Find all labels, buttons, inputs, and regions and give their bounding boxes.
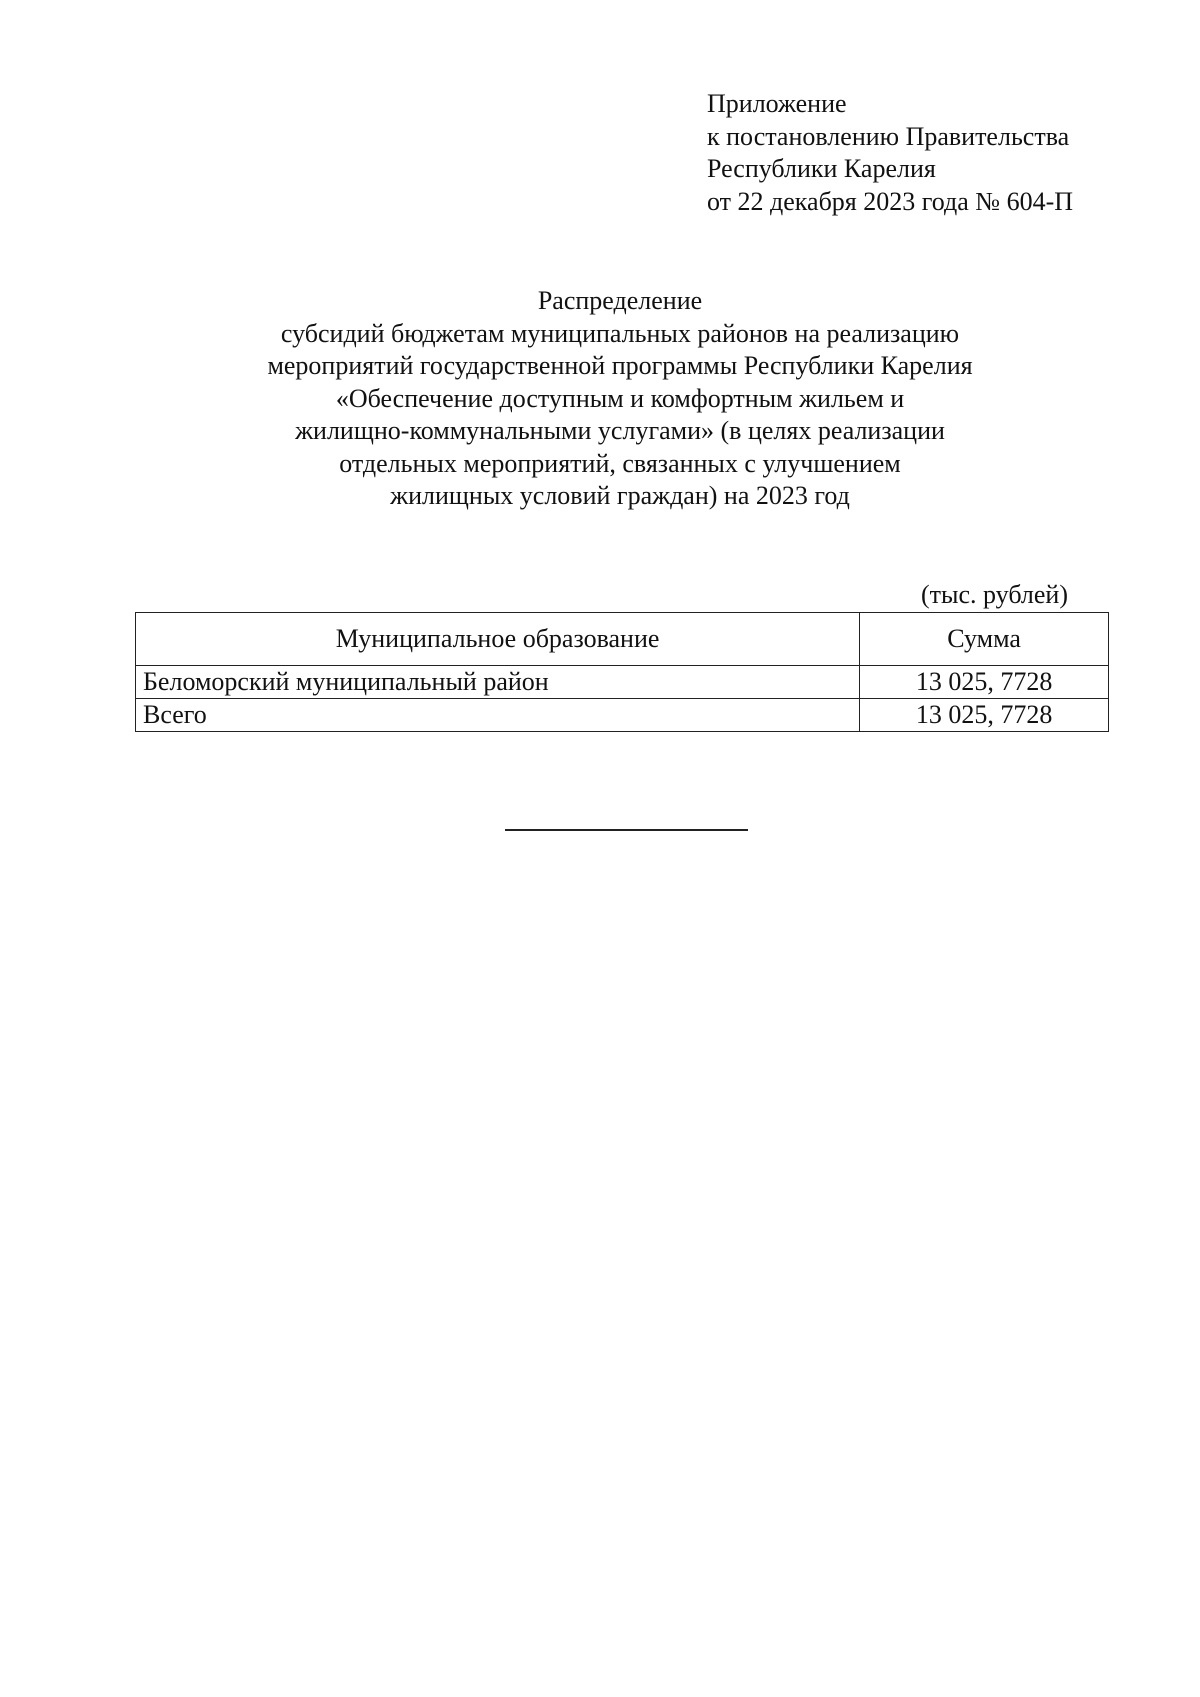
title-line: субсидий бюджетам муниципальных районов на реализацию xyxy=(280,318,960,348)
appendix-line: Республики Карелия xyxy=(707,154,936,183)
column-header-municipality: Муниципальное образование xyxy=(136,613,860,666)
appendix-line: от 22 декабря 2023 года № 604-П xyxy=(707,186,1074,216)
distribution-table xyxy=(135,612,1109,732)
sum-cell: 13 025, 7728 xyxy=(860,666,1109,699)
unit-label: (тыс. рублей) xyxy=(920,580,1068,609)
closing-rule xyxy=(505,829,748,831)
appendix-line: к постановлению Правительства xyxy=(707,121,1070,151)
title-line: мероприятий государственной программы Республики Карелия xyxy=(267,351,973,380)
column-header-sum: Сумма xyxy=(860,613,1109,666)
municipality-cell: Беломорский муниципальный район xyxy=(136,666,860,699)
title-line: жилищных условий граждан) на 2023 год xyxy=(390,481,850,510)
total-label-cell: Всего xyxy=(136,699,860,732)
table-row xyxy=(136,666,1109,699)
appendix-block xyxy=(707,88,1073,218)
total-sum-cell: 13 025, 7728 xyxy=(860,699,1109,732)
appendix-line: Приложение xyxy=(707,89,847,118)
title-line: отдельных мероприятий, связанных с улучшением xyxy=(339,448,901,478)
title-line: жилищно-коммунальными услугами» (в целях реализации xyxy=(295,416,945,445)
table-header-row xyxy=(136,613,1109,666)
table-row-total xyxy=(136,699,1109,732)
title-line: Распределение xyxy=(537,286,703,315)
document-title xyxy=(130,285,1110,513)
title-line: «Обеспечение доступным и комфортным жильем и xyxy=(335,383,905,413)
